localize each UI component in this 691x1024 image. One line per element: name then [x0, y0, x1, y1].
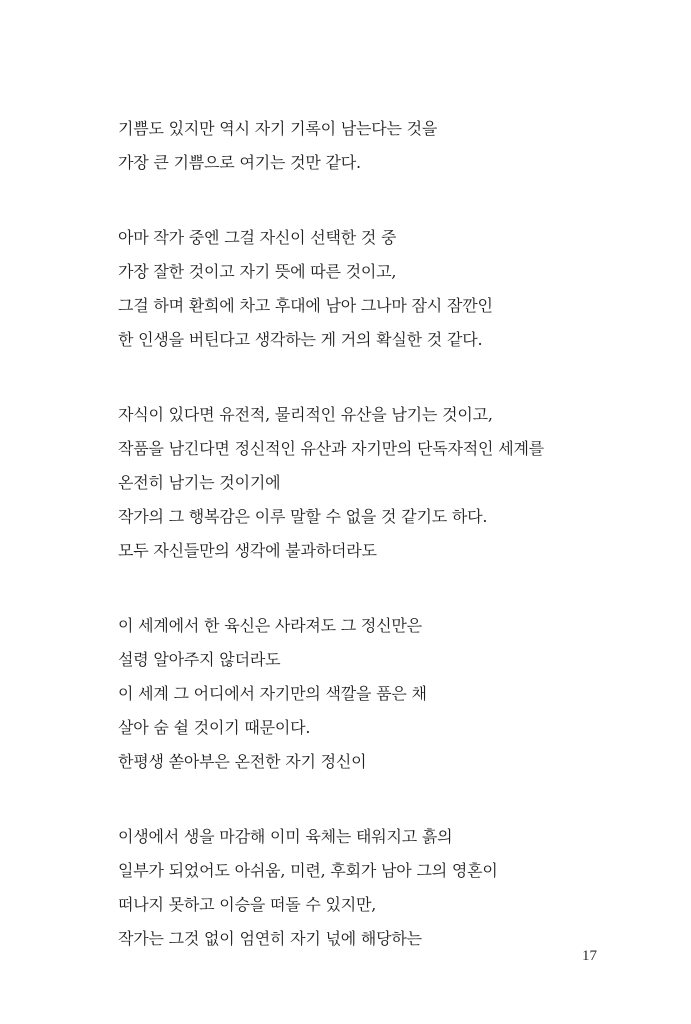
- text-line: 자식이 있다면 유전적, 물리적인 유산을 남기는 것이고,: [118, 405, 493, 424]
- text-line: 설령 알아주지 않더라도: [118, 650, 281, 669]
- text-line: 기쁨도 있지만 역시 자기 기록이 남는다는 것을: [118, 119, 438, 138]
- body-text: [118, 112, 638, 997]
- text-line: 한평생 쏟아부은 온전한 자기 정신이: [118, 752, 367, 771]
- text-line: 떠나지 못하고 이승을 떠돌 수 있지만,: [118, 895, 377, 914]
- text-line: 이생에서 생을 마감해 이미 육체는 태워지고 흙의: [118, 827, 453, 846]
- stanza-3: [118, 398, 638, 568]
- text-line: 온전히 남기는 것이기에: [118, 473, 281, 492]
- text-line: 가장 잘한 것이고 자기 뜻에 따른 것이고,: [118, 262, 397, 281]
- stanza-5: [118, 820, 638, 956]
- text-line: 이 세계에서 한 육신은 사라져도 그 정신만은: [118, 616, 422, 635]
- text-line: 살아 숨 쉴 것이기 때문이다.: [118, 718, 311, 737]
- text-line: 작가는 그것 없이 엄연히 자기 넋에 해당하는: [118, 929, 422, 948]
- stanza-4: [118, 609, 638, 779]
- text-line: 모두 자신들만의 생각에 불과하더라도: [118, 541, 377, 560]
- text-line: 일부가 되었어도 아쉬움, 미련, 후회가 남아 그의 영혼이: [118, 861, 498, 880]
- text-line: 한 인생을 버틴다고 생각하는 게 거의 확실한 것 같다.: [118, 330, 483, 349]
- text-line: 이 세계 그 어디에서 자기만의 색깔을 품은 채: [118, 684, 427, 703]
- text-line: 가장 큰 기쁨으로 여기는 것만 같다.: [118, 153, 361, 172]
- text-line: 아마 작가 중엔 그걸 자신이 선택한 것 중: [118, 228, 397, 247]
- stanza-2: [118, 221, 638, 357]
- page-number: 17: [582, 948, 597, 964]
- text-line: 그걸 하며 환희에 차고 후대에 남아 그나마 잠시 잠깐인: [118, 296, 493, 315]
- text-line: 작품을 남긴다면 정신적인 유산과 자기만의 단독자적인 세계를: [118, 439, 544, 458]
- stanza-1: [118, 112, 638, 180]
- text-line: 작가의 그 행복감은 이루 말할 수 없을 것 같기도 하다.: [118, 507, 488, 526]
